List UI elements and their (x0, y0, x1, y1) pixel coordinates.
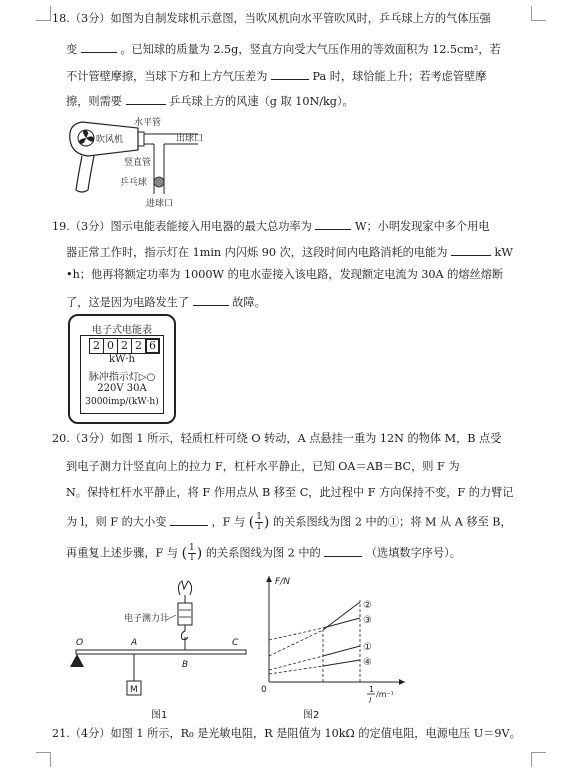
meter-rating: 220V 30A (97, 383, 147, 394)
x-axis-label-num: 1 (369, 685, 375, 694)
y-axis-label: F/N (275, 577, 290, 587)
q20-line-1: 20.（3分）如图 1 所示，轻质杠杆可绕 O 转动，A 点悬挂一重为 12N 的物体 M，B 点受 (52, 432, 502, 445)
origin-label: 0 (261, 685, 267, 695)
electric-meter-figure (68, 314, 176, 424)
figure-1-caption: 图1 (151, 710, 168, 721)
q18-blank-1[interactable] (81, 41, 117, 53)
q20-line-5: 再重复上述步骤，F 与 ( $\frac{1}{l}$ ) 的关系图线为图 2 中的 （选填数字序号）。 (66, 543, 461, 563)
fraction-one-over-l: $\frac{1}{l}$ (189, 543, 195, 563)
label-c: C (232, 638, 239, 648)
q21-line-1: 21.（4分）如图 1 所示，R₀ 是光敏电阻，R 是阻值为 10kΩ 的定值电阻，电源电压 U＝9V。 (52, 727, 521, 740)
meter-digit: 0 (103, 338, 118, 354)
meter-window (80, 335, 164, 414)
q20-line-2: 到电子测力计竖直向上的拉力 F，杠杆水平静止，已知 OA＝AB＝BC，则 F 为 (66, 460, 460, 473)
q20-line-4: 为 l，则 F 的大小变 ，F 与 ( $\frac{1}{l}$ ) 的关系图线为图 2 中的①；将 M 从 A 移至 B， (66, 512, 512, 532)
label-blower: 吹风机 (96, 135, 124, 145)
label-vertical-pipe: 竖直管 (124, 158, 152, 168)
label-a: A (131, 638, 138, 648)
q18-figure-ball-launcher (66, 110, 226, 210)
q19-blank-3[interactable] (193, 294, 229, 306)
label-o: O (76, 638, 84, 648)
q19-blank-1[interactable] (315, 218, 351, 230)
meter-digit-decimal: 6 (145, 338, 160, 354)
q19-line-2: 器正常工作时，指示灯在 1min 内闪烁 90 次，这段时间内电路消耗的电能为 kW (66, 246, 513, 259)
meter-digits (89, 338, 159, 354)
curve-label-2: ② (363, 600, 372, 611)
meter-title: 电子式电能表 (92, 325, 152, 336)
q19-line-4: 了，这是因为电路发生了 故障。 (66, 296, 266, 309)
q19-line-1: 19.（3分）图示电能表能接入用电器的最大总功率为 W；小明发现家中多个用电 (52, 220, 490, 233)
crop-mark-bottom-left (36, 752, 51, 767)
q18-line-1: 18.（3分）如图为自制发球机示意图，当吹风机向水平管吹风时，乒乓球上方的气体压强 (52, 12, 491, 25)
fraction-one-over-l: $\frac{1}{l}$ (256, 512, 262, 532)
meter-digit: 2 (117, 338, 132, 354)
meter-indicator: 脉冲指示灯▷○ (88, 372, 156, 383)
q18-line-2: 变 。已知球的质量为 2.5g，竖直方向受大气压作用的等效面积为 12.5cm²，若 (66, 43, 501, 56)
meter-unit: kW·h (109, 354, 135, 365)
q19-line-3: •h；他再将额定功率为 1000W 的电水壶接入该电路，发现额定电流为 30A 的熔丝熔断 (66, 268, 504, 281)
x-axis-label-den: l (369, 696, 372, 705)
q20-figure-1-lever (66, 575, 256, 725)
label-m: M (130, 685, 138, 695)
q20-blank-3[interactable] (324, 545, 362, 557)
curve-label-3: ③ (363, 615, 372, 626)
q18-blank-3[interactable] (126, 93, 166, 105)
q20-figure-2-graph (255, 570, 415, 725)
crop-mark-bottom-right (531, 752, 546, 767)
meter-digit: 2 (131, 338, 146, 354)
figure-2-caption: 图2 (303, 710, 320, 721)
meter-imp: 3000imp/(kW·h) (85, 397, 159, 407)
q20-blank-2[interactable] (170, 514, 208, 526)
curve-label-1: ① (363, 642, 372, 653)
crop-mark-top-left (36, 6, 51, 21)
label-ball: 乒乓球 (120, 178, 148, 188)
label-outlet: 出球口 (176, 134, 204, 144)
q18-line-3: 不计管壁摩擦，当球下方和上方气压差为 Pa 时，球恰能上升；若考虑管壁摩 (66, 70, 487, 83)
q20-line-3: N。保持杠杆水平静止，将 F 作用点从 B 移至 C，此过程中 F 方向保持不变，F 的力臂记 (66, 486, 514, 499)
q18-line-4: 擦，则需要 乒乓球上方的风速（g 取 10N/kg）。 (66, 95, 354, 108)
x-axis-unit: /m⁻¹ (376, 690, 394, 699)
meter-digit: 2 (89, 338, 104, 354)
q18-blank-2[interactable] (271, 68, 309, 80)
label-b: B (182, 660, 189, 670)
q19-blank-2[interactable] (451, 244, 491, 256)
label-horizontal-pipe: 水平管 (134, 118, 162, 128)
label-force-meter: 电子测力计 (124, 614, 170, 624)
label-inlet: 进球口 (146, 199, 174, 209)
crop-mark-top-right (531, 6, 546, 21)
curve-label-4: ④ (363, 657, 372, 668)
